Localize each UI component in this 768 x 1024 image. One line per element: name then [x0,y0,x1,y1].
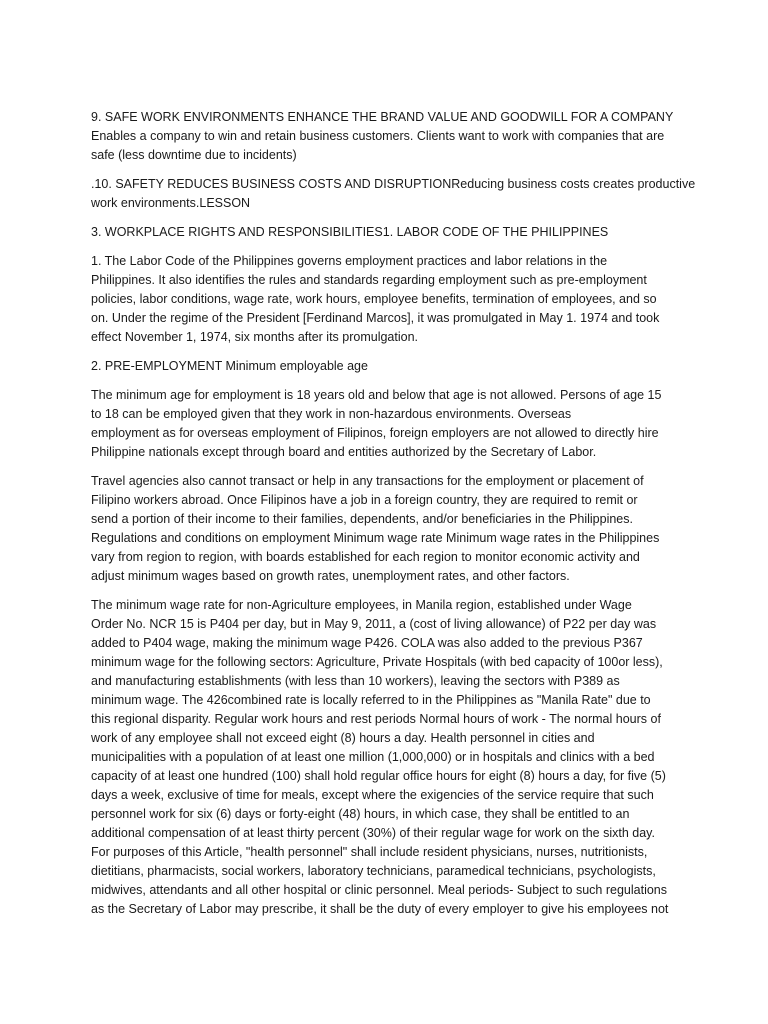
paragraph-travel-agencies [91,472,681,586]
text-line: policies, labor conditions, wage rate, work hours, employee benefits, termination of employees, and so [91,292,657,306]
text-line: Filipino workers abroad. Once Filipinos have a job in a foreign country, they are required to remit or [91,493,638,507]
paragraph-minimum-wage-rate [91,596,681,919]
text-line: send a portion of their income to their families, dependents, and/or beneficiaries in the Philippines. [91,512,633,526]
text-line: minimum wage. The 426combined rate is locally referred to in the Philippines as "Manila Rate" due to [91,693,651,707]
text-line: For purposes of this Article, "health personnel" shall include resident physicians, nurses, nutritionists, [91,845,648,859]
text-line: adjust minimum wages based on growth rates, unemployment rates, and other factors. [91,569,570,583]
paragraph-pre-employment-heading [91,357,681,376]
text-line: added to P404 wage, making the minimum wage P426. COLA was also added to the previous P367 [91,636,643,650]
paragraph-safety-reduces-costs [91,175,696,213]
text-line: additional compensation of at least thirty percent (30%) of their regular wage for work on the sixth day. [91,826,655,840]
text-line: as the Secretary of Labor may prescribe, it shall be the duty of every employer to give his employees not [91,902,669,916]
text-line: The minimum wage rate for non-Agriculture employees, in Manila region, established under Wage [91,598,632,612]
text-line: The minimum age for employment is 18 years old and below that age is not allowed. Persons of age 15 [91,388,662,402]
text-line: 9. SAFE WORK ENVIRONMENTS ENHANCE THE BRAND VALUE AND GOODWILL FOR A COMPANY [91,110,674,124]
text-line: capacity of at least one hundred (100) shall hold regular office hours for eight (8) hours a day, for five (5) [91,769,666,783]
text-line: Travel agencies also cannot transact or help in any transactions for the employment or placement of [91,474,644,488]
text-line: effect November 1, 1974, six months after its promulgation. [91,330,419,344]
text-line: midwives, attendants and all other hospital or clinic personnel. Meal periods- Subject to such regulations [91,883,668,897]
text-line: personnel work for six (6) days or forty-eight (48) hours, in which case, they shall be entitled to an [91,807,630,821]
text-line: on. Under the regime of the President [Ferdinand Marcos], it was promulgated in May 1. 1974 and took [91,311,660,325]
text-line: vary from region to region, with boards established for each region to monitor economic activity and [91,550,640,564]
text-line: Regulations and conditions on employment Minimum wage rate Minimum wage rates in the Philippines [91,531,660,545]
paragraph-safe-work-brand-value [91,108,681,165]
text-line: days a week, exclusive of time for meals, except where the exigencies of the service require that such [91,788,654,802]
document-page [91,108,696,929]
text-line: this regional disparity. Regular work hours and rest periods Normal hours of work - The normal hours of [91,712,661,726]
text-line: 2. PRE-EMPLOYMENT Minimum employable age [91,359,368,373]
paragraph-minimum-age [91,386,681,462]
text-line: Philippine nationals except through board and entities authorized by the Secretary of Labor. [91,445,597,459]
text-line: dietitians, pharmacists, social workers, laboratory technicians, paramedical technicians, psychologists, [91,864,656,878]
paragraph-workplace-rights-heading [91,223,681,242]
text-line: work of any employee shall not exceed eight (8) hours a day. Health personnel in cities and [91,731,595,745]
text-line: .10. SAFETY REDUCES BUSINESS COSTS AND DISRUPTIONReducing business costs creates productive [91,177,696,191]
text-line: municipalities with a population of at least one million (1,000,000) or in hospitals and clinics with a bed [91,750,655,764]
text-line: employment as for overseas employment of Filipinos, foreign employers are not allowed to directly hire [91,426,659,440]
paragraph-labor-code [91,252,681,347]
text-line: safe (less downtime due to incidents) [91,148,297,162]
text-line: 1. The Labor Code of the Philippines governs employment practices and labor relations in the [91,254,608,268]
text-line: Philippines. It also identifies the rules and standards regarding employment such as pre-employment [91,273,647,287]
text-line: 3. WORKPLACE RIGHTS AND RESPONSIBILITIES1. LABOR CODE OF THE PHILIPPINES [91,225,609,239]
text-line: Order No. NCR 15 is P404 per day, but in May 9, 2011, a (cost of living allowance) of P22 per day was [91,617,657,631]
text-line: and manufacturing establishments (with less than 10 workers), leaving the sectors with P389 as [91,674,620,688]
text-line: Enables a company to win and retain business customers. Clients want to work with companies that are [91,129,665,143]
text-line: work environments.LESSON [91,196,251,210]
text-line: to 18 can be employed given that they work in non-hazardous environments. Overseas [91,407,572,421]
text-line: minimum wage for the following sectors: Agriculture, Private Hospitals (with bed capacity of 100or less), [91,655,663,669]
